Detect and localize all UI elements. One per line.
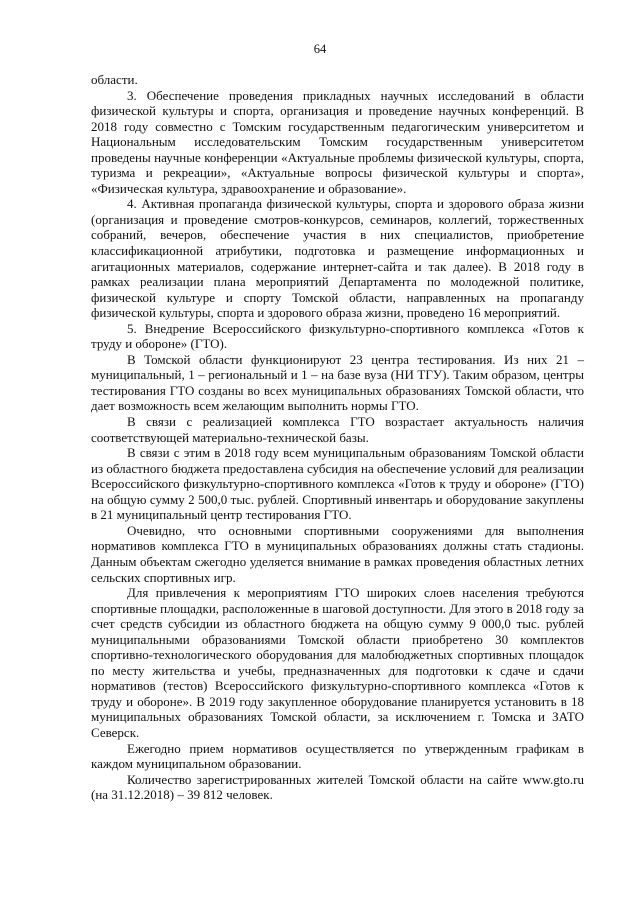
paragraph: 4. Активная пропаганда физической культуры, спорта и здорового образа жизни (организация и проведение смотров-конкурсов, семинаров, коллегий, торжественных собраний, вечеров, обеспечение участия в них специалистов, приобретение классификационной атрибутики, подготовка и размещение информационных и агитационных материалов, содержание интернет-сайта и так далее). В 2018 году в рамках реализации плана мероприятий Департамента по молодежной политике, физической культуре и спорту Томской области, направленных на пропаганду физической культуры, спорта и здорового образа жизни, проведено 16 мероприятий. [91,196,584,321]
paragraph: Для привлечения к мероприятиям ГТО широких слоев населения требуются спортивные площадки, расположенные в шаговой доступности. Для этого в 2018 году за счет средств субсидии из областного бюджета на общую сумму 9 000,0 тыс. рублей муниципальными образованиями Томской области приобретено 30 комплектов спортивно-технологического оборудования для малобюджетных спортивных площадок по месту жительства и учебы, предназначенных для подготовки к сдаче и сдачи нормативов (тестов) Всероссийского физкультурно-спортивного комплекса «Готов к труду и обороне». В 2019 году закупленное оборудование планируется установить в 18 муниципальных образованиях Томской области, за исключением г. Томска и ЗАТО Северск. [91,585,584,740]
page-number: 64 [313,42,327,56]
paragraph: В связи с реализацией комплекса ГТО возрастает актуальность наличия соответствующей материально-технической базы. [91,414,584,445]
paragraph: 5. Внедрение Всероссийского физкультурно-спортивного комплекса «Готов к труду и обороне» (ГТО). [91,320,584,352]
paragraph: Ежегодно прием нормативов осуществляется по утвержденным графикам в каждом муниципальном образовании. [91,740,584,772]
paragraph: Очевидно, что основными спортивными сооружениями для выполнения нормативов комплекса ГТО в муниципальных образованиях должны стать стадионы. Данным объектам сжегодно уделяется внимание в рамках проведения областных летних сельских спортивных игр. [91,522,584,585]
body-text [91,72,584,803]
paragraph: В Томской области функционируют 23 центра тестирования. Из них 21 – муниципальный, 1 – региональный и 1 – на базе вуза (НИ ТГУ). Таким образом, центры тестирования ГТО созданы во всех муниципальных образованиях Томской области, что дает возможность всем желающим выполнить нормы ГТО. [91,351,584,414]
paragraph: 3. Обеспечение проведения прикладных научных исследований в области физической культуры и спорта, организация и проведение научных конференций. В 2018 году совместно с Томским государственным педагогическим университетом и Национальным исследовательским Томским государственным университетом проведены научные конференции «Актуальные проблемы физической культуры, спорта, туризма и рекреации», «Актуальные вопросы физической культуры и спорта», «Физическая культура, здравоохранение и образование». [91,87,584,196]
paragraph: области. [91,72,138,87]
paragraph: Количество зарегистрированных жителей Томской области на сайте www.gto.ru (на 31.12.2018) – 39 812 человек. [91,771,584,803]
paragraph: В связи с этим в 2018 году всем муниципальным образованиям Томской области из областного бюджета предоставлена субсидия на обеспечение условий для реализации Всероссийского физкультурно-спортивного комплекса «Готов к труду и обороне» (ГТО) на общую сумму 2 500,0 тыс. рублей. Спортивный инвентарь и оборудование закуплены в 21 муниципальный центр тестирования ГТО. [91,445,584,523]
